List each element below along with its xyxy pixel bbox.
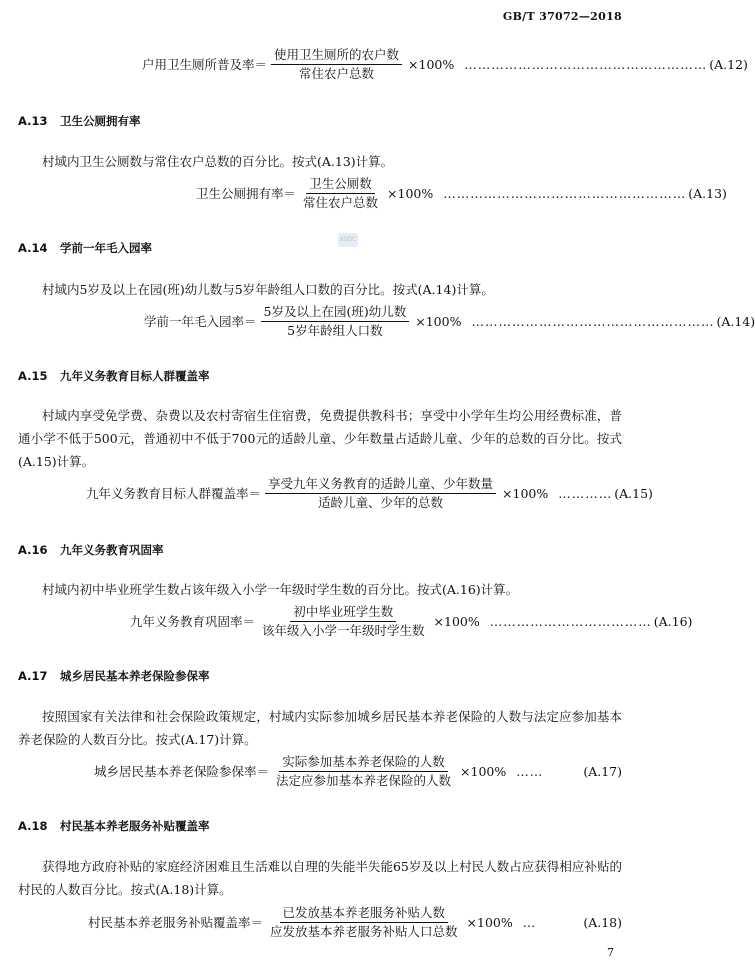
formula-multiplier: ×100% <box>408 56 455 72</box>
formula-multiplier: ×100% <box>415 313 462 329</box>
formula-ref: (A.15) <box>614 485 653 501</box>
fraction <box>261 304 410 339</box>
leader-dots: ………… <box>558 485 613 501</box>
fraction-numerator: 享受九年义务教育的适龄儿童、少年数量 <box>265 476 496 494</box>
formula-a12 <box>18 44 748 84</box>
section-title: 村民基本养老服务补贴覆盖率 <box>60 819 210 833</box>
fraction-denominator: 应发放基本养老服务补贴人口总数 <box>270 923 458 939</box>
formula-multiplier: ×100% <box>433 613 480 629</box>
formula-ref: (A.17) <box>583 763 622 779</box>
formula-a15 <box>18 473 653 513</box>
fraction <box>265 476 496 511</box>
formula-ref: (A.14) <box>716 313 755 329</box>
fraction-numerator: 已发放基本养老服务补贴人数 <box>280 905 449 923</box>
section-paragraph: 获得地方政府补贴的家庭经济困难且生活难以自理的失能半失能65岁及以上村民人数占应获得相应补贴的村民的人数百分比。按式(A.18)计算。 <box>18 859 622 897</box>
fraction <box>300 176 381 211</box>
section-paragraph: 村域内卫生公厕数与常住农户总数的百分比。按式(A.13)计算。 <box>42 154 394 169</box>
section-title: 九年义务教育目标人群覆盖率 <box>60 369 210 383</box>
leader-dots: … <box>522 914 537 930</box>
fraction <box>273 754 454 789</box>
formula-lhs: 卫生公厕拥有率＝ <box>196 186 297 201</box>
section-title: 学前一年毛入园率 <box>60 241 152 255</box>
fraction-denominator: 法定应参加基本养老保险的人数 <box>276 772 452 788</box>
section-number: A.16 <box>18 543 48 557</box>
section-paragraph: 村域内初中毕业班学生数占该年级入小学一年级时学生数的百分比。按式(A.16)计算。 <box>42 582 519 597</box>
fraction-numerator: 初中毕业班学生数 <box>290 604 396 622</box>
formula-ref: (A.16) <box>653 613 693 629</box>
formula-multiplier: ×100% <box>387 185 434 201</box>
section-title: 九年义务教育巩固率 <box>60 543 164 557</box>
formula-lhs: 村民基本养老服务补贴覆盖率＝ <box>88 915 264 930</box>
formula-lhs: 户用卫生厕所普及率＝ <box>142 57 268 72</box>
formula-multiplier: ×100% <box>502 485 549 501</box>
section-heading-a18 <box>18 818 210 834</box>
section-title: 卫生公厕拥有率 <box>60 114 141 128</box>
formula-lhs: 城乡居民基本养老保险参保率＝ <box>94 764 270 779</box>
leader-dots: …… <box>516 763 544 779</box>
fraction-numerator: 卫生公厕数 <box>306 176 375 194</box>
section-paragraph: 按照国家有关法律和社会保险政策规定，村域内实际参加城乡居民基本养老保险的人数与法定应参加基本养老保险的人数百分比。按式(A.17)计算。 <box>18 709 622 747</box>
fraction <box>259 604 428 639</box>
section-paragraph: 村域内享受免学费、杂费以及农村寄宿生住宿费，免费提供教科书；享受中小学年生均公用经费标准，普通小学不低于500元，普通初中不低于700元的适龄儿童、少年数量占适龄儿童、少年的总数的百分比。按式(A.15)计算。 <box>18 408 622 469</box>
formula-multiplier: ×100% <box>460 763 507 779</box>
formula-multiplier: ×100% <box>466 914 513 930</box>
section-title: 城乡居民基本养老保险参保率 <box>60 669 210 683</box>
formula-ref: (A.12) <box>709 56 748 72</box>
formula-a13 <box>18 173 727 213</box>
fraction-numerator: 5岁及以上在园(班)幼儿数 <box>261 304 410 322</box>
page-number: 7 <box>607 946 614 959</box>
watermark-logo: XSDC <box>338 233 358 247</box>
fraction-denominator: 常住农户总数 <box>299 65 375 81</box>
formula-ref: (A.18) <box>583 914 622 930</box>
formula-a16 <box>18 601 693 641</box>
section-number: A.17 <box>18 669 48 683</box>
leader-dots: ……………………………………………… <box>471 313 715 329</box>
section-number: A.14 <box>18 241 48 255</box>
section-heading-a15 <box>18 368 210 384</box>
fraction-denominator: 常住农户总数 <box>303 194 379 210</box>
leader-dots: ……………………………………………… <box>464 56 708 72</box>
fraction-denominator: 5岁年龄组人口数 <box>287 322 383 338</box>
section-heading-a14 <box>18 240 152 256</box>
section-number: A.13 <box>18 114 48 128</box>
fraction <box>271 47 402 82</box>
fraction-numerator: 使用卫生厕所的农户数 <box>271 47 402 65</box>
formula-a18 <box>18 902 622 942</box>
formula-a17 <box>18 751 622 791</box>
section-paragraph: 村域内5岁及以上在园(班)幼儿数与5岁年龄组人口数的百分比。按式(A.14)计算。 <box>42 282 494 297</box>
section-number: A.15 <box>18 369 48 383</box>
standard-code: GB/T 37072—2018 <box>502 10 622 23</box>
section-heading-a13 <box>18 113 141 129</box>
fraction-numerator: 实际参加基本养老保险的人数 <box>279 754 448 772</box>
section-heading-a17 <box>18 668 210 684</box>
formula-ref: (A.13) <box>688 185 727 201</box>
section-number: A.18 <box>18 819 48 833</box>
fraction-denominator: 该年级入小学一年级时学生数 <box>262 622 425 638</box>
formula-lhs: 学前一年毛入园率＝ <box>144 314 257 329</box>
leader-dots: ……………………………… <box>489 613 652 629</box>
formula-lhs: 九年义务教育巩固率＝ <box>130 614 256 629</box>
fraction-denominator: 适龄儿童、少年的总数 <box>318 494 444 510</box>
formula-lhs: 九年义务教育目标人群覆盖率＝ <box>86 486 262 501</box>
section-heading-a16 <box>18 542 164 558</box>
formula-a14 <box>18 301 755 341</box>
leader-dots: ……………………………………………… <box>443 185 687 201</box>
fraction <box>267 905 461 940</box>
